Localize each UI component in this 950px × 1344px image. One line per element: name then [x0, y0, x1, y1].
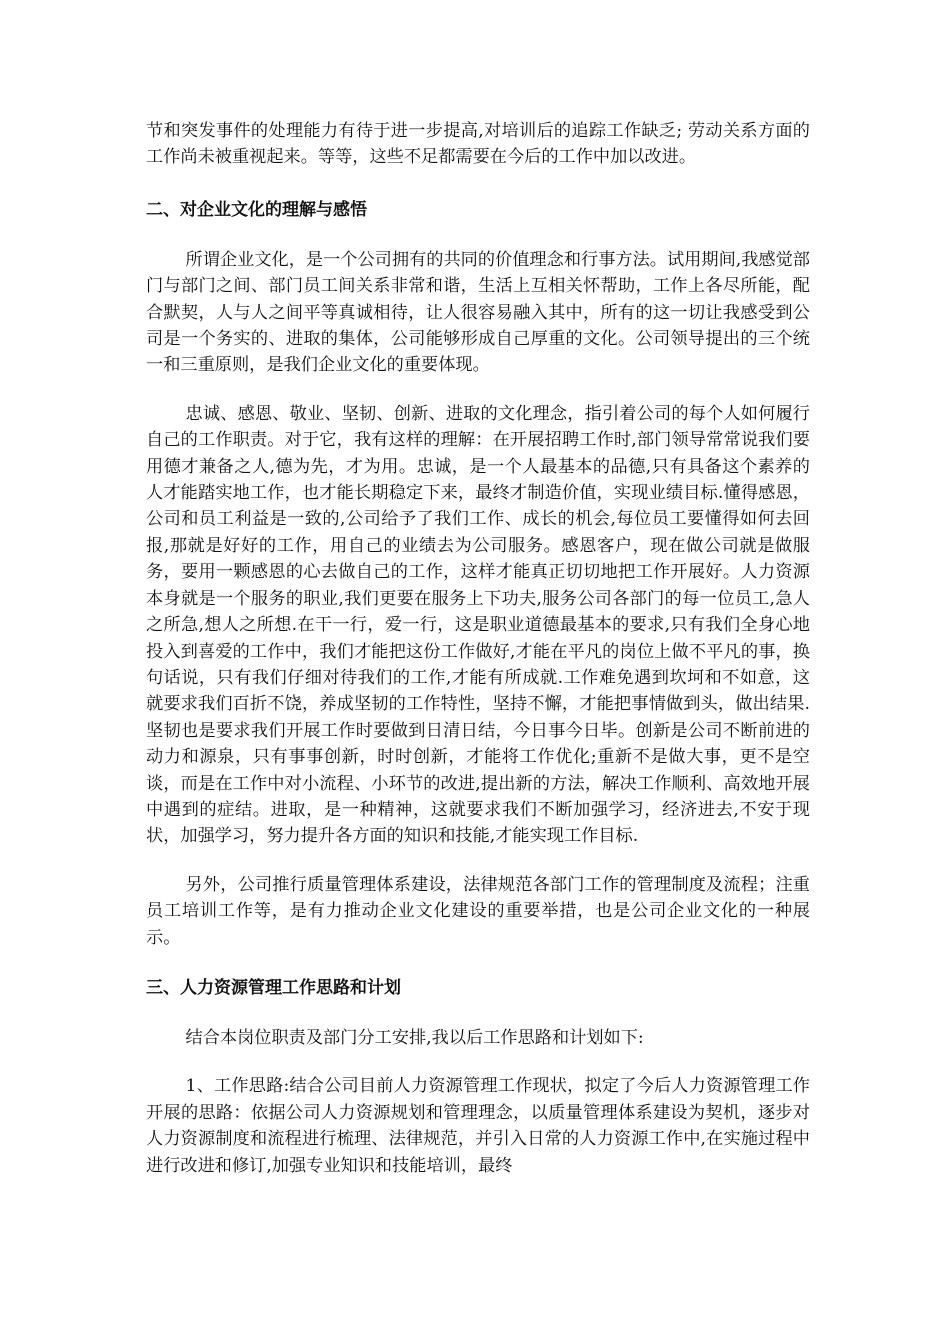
document-page: [146, 118, 810, 1179]
paragraph-culture-extra: 另外，公司推行质量管理体系建设，法律规范各部门工作的管理制度及流程；注重员工培训工作等，是有力推动企业文化建设的重要举措，也是公司企业文化的一种展示。: [146, 874, 810, 948]
paragraph-plan-intro: 结合本岗位职责及部门分工安排,我以后工作思路和计划如下:: [185, 1027, 644, 1048]
paragraph-culture-intro: 所谓企业文化，是一个公司拥有的共同的价值理念和行事方法。试用期间,我感觉部门与部门之间、部门员工间关系非常和谐，生活上互相关怀帮助，工作上各尽所能，配合默契，人与人之间平等真诚相待，让人很容易融入其中，所有的这一切让我感受到公司是一个务实的、进取的集体，公司能够形成自己厚重的文化。公司领导提出的三个统一和三重原则，是我们企业文化的重要体现。: [146, 249, 810, 376]
section-heading-3: 三、人力资源管理工作思路和计划: [146, 977, 401, 998]
paragraph-culture-values: 忠诚、感恩、敬业、坚韧、创新、进取的文化理念，指引着公司的每个人如何履行自己的工作职责。对于它，我有这样的理解：在开展招聘工作时,部门领导常常说我们要用德才兼备之人,德为先，才为用。忠诚，是一个人最基本的品德,只有具备这个素养的人才能踏实地工作，也才能长期稳定下来，最终才制造价值，实现业绩目标.懂得感恩，公司和员工利益是一致的,公司给予了我们工作、成长的机会,每位员工要懂得如何去回报,那就是好好的工作，用自己的业绩去为公司服务。感恩客户，现在做公司就是做服务，要用一颗感恩的心去做自己的工作，这样才能真正切切地把工作开展好。人力资源本身就是一个服务的职业,我们更要在服务上下功夫,服务公司各部门的每一位员工,急人之所急,想人之所想.在干一行，爱一行，这是职业道德最基本的要求,只有我们全身心地投入到喜爱的工作中，我们才能把这份工作做好,才能在平凡的岗位上做不平凡的事，换句话说，只有我们仔细对待我们的工作,才能有所成就.工作难免遇到坎坷和不如意，这就要求我们百折不饶，养成坚韧的工作特性，坚持不懈，才能把事情做到头，做出结果.坚韧也是要求我们开展工作时要做到日清日结，今日事今日毕。创新是公司不断前进的动力和源泉，只有事事创新，时时创新，才能将工作优化;重新不是做大事，更不是空谈，而是在工作中对小流程、小环节的改进,提出新的方法，解决工作顺利、高效地开展中遇到的症结。进取，是一种精神，这就要求我们不断加强学习，经济进去,不安于现状，加强学习，努力提升各方面的知识和技能,才能实现工作目标.: [146, 403, 810, 847]
paragraph-work-approach: 1、工作思路:结合公司目前人力资源管理工作现状，拟定了今后人力资源管理工作开展的思路：依据公司人力资源规划和管理理念，以质量管理体系建设为契机，逐步对人力资源制度和流程进行梳理、法律规范，并引入日常的人力资源工作中,在实施过程中进行改进和修订,加强专业知识和技能培训，最终: [146, 1076, 810, 1176]
section-heading-2: 二、对企业文化的理解与感悟: [146, 199, 367, 220]
paragraph-continuation: 节和突发事件的处理能力有待于进一步提高,对培训后的追踪工作缺乏; 劳动关系方面的工作尚未被重视起来。等等，这些不足都需要在今后的工作中加以改进。: [146, 121, 810, 168]
